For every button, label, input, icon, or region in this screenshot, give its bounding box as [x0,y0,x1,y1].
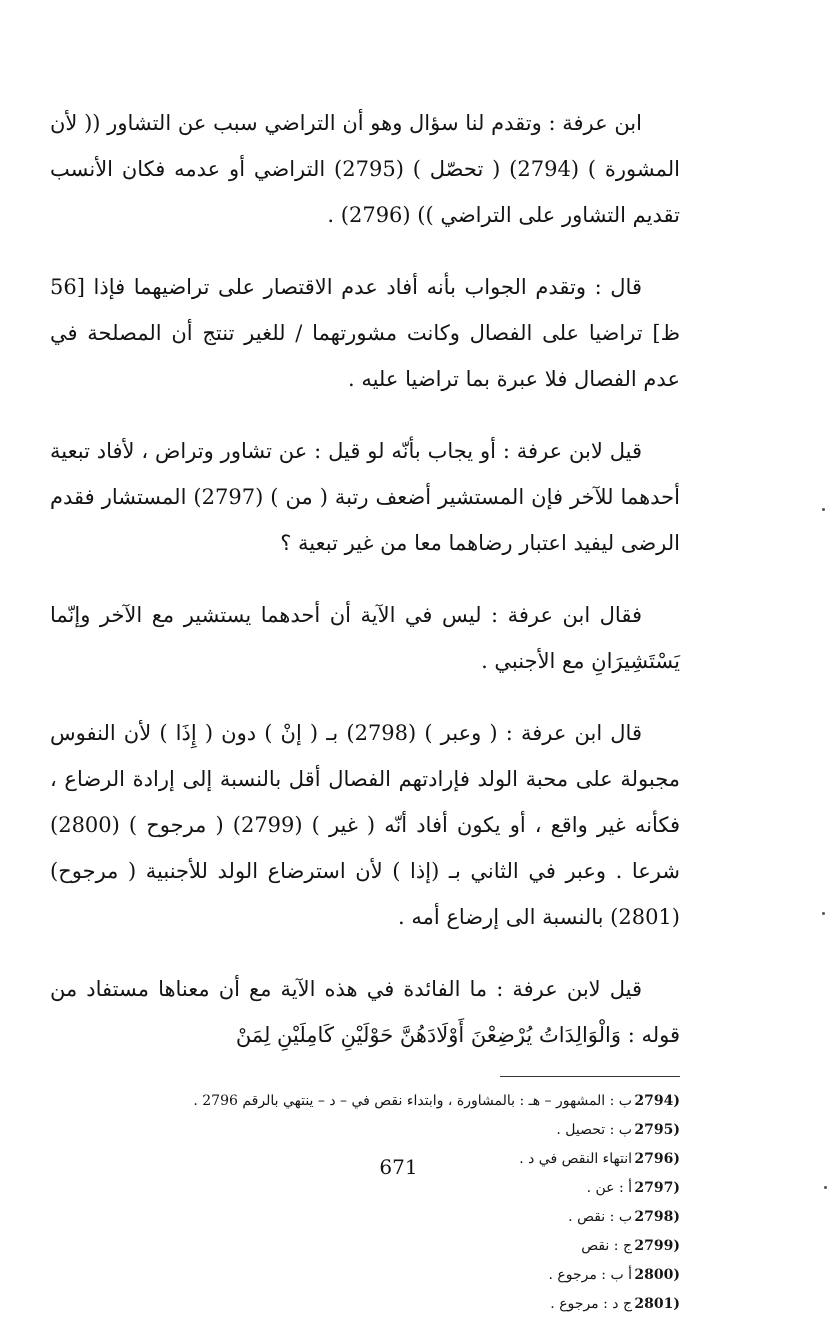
footnote-divider [500,1076,680,1077]
footnotes [50,1087,680,1319]
footnote-item [50,1087,680,1116]
paragraph-4: فقال ابن عرفة : ليس في الآية أن أحدهما يستشير مع الآخر وإنّما يَسْتَشِيرَانِ مع الأجنبي . [50,603,680,673]
footnote-text: انتهاء النقص في د . [519,1151,632,1167]
footnote-text: ب : نقص . [568,1209,632,1225]
footnote-item [50,1232,680,1261]
scan-mark [822,508,825,511]
footnote-number: (2796 [634,1151,680,1167]
footnote-item [50,1203,680,1232]
footnote-number: (2794 [634,1093,680,1109]
footnote-text: ج : نقص [581,1238,632,1254]
paragraph-1: ابن عرفة : وتقدم لنا سؤال وهو أن التراضي سبب عن التشاور (( لأن المشورة ) (2794) ( تحصّل ) (2795) التراضي أو عدمه فكان الأنسب تقديم التشاور على التراضي )) (2796) . [50,111,680,227]
footnote-item [50,1290,680,1319]
scan-mark [824,1186,827,1189]
page-number: 671 [379,1155,418,1179]
footnote-number: (2798 [634,1209,680,1225]
paragraph-2: قال : وتقدم الجواب بأنه أفاد عدم الاقتصار على تراضيهما فإذا [56 ظ] تراضيا على الفصال وكانت مشورتهما / للغير تنتج أن المصلحة في عدم الفصال فلا عبرة بما تراضيا عليه . [50,275,680,391]
paragraph-5: قال ابن عرفة : ( وعبر ) (2798) بـ ( إنْ ) دون ( إِذَا ) لأن النفوس مجبولة على محبة الولد فإرادتهم الفصال أقل بالنسبة إلى إرادة الرضاع ، فكأنه غير واقع ، أو يكون أفاد أنّه ( غير ) (2799) ( مرجوح ) (2800) شرعا . وعبر في الثاني بـ (إذا ) لأن استرضاع الولد للأجنبية ( مرجوح) (2801) بالنسبة الى إرضاع أمه . [50,721,680,929]
footnote-number: (2799 [634,1238,680,1254]
footnote-text: ب : تحصيل . [556,1122,632,1138]
footnote-text: أ : عن . [586,1180,632,1196]
paragraph-6: قيل لابن عرفة : ما الفائدة في هذه الآية مع أن معناها مستفاد من قوله : وَالْوَالِدَاتُ يُرْضِعْنَ أَوْلَادَهُنَّ حَوْلَيْنِ كَامِلَيْنِ لِمَنْ [50,977,680,1047]
footnote-text: ج د : مرجوع . [550,1296,632,1312]
footnote-item [50,1261,680,1290]
paragraph-3: قيل لابن عرفة : أو يجاب بأنّه لو قيل : عن تشاور وتراض ، لأفاد تبعية أحدهما للآخر فإن المستشير أضعف رتبة ( من ) (2797) المستشار فقدم الرضى ليفيد اعتبار رضاهما معا من غير تبعية ؟ [50,439,680,555]
footnote-text: ب : المشهور – هـ : بالمشاورة ، وابتداء نقص في – د – ينتهي بالرقم 2796 . [193,1093,632,1109]
page-body [50,100,680,1312]
footnote-text: أ ب : مرجوع . [548,1267,632,1283]
footnote-item [50,1116,680,1145]
scan-mark [822,912,825,915]
footnote-number: (2800 [634,1267,680,1283]
footnote-number: (2795 [634,1122,680,1138]
footnote-number: (2797 [634,1180,680,1196]
footnote-number: (2801 [634,1296,680,1312]
